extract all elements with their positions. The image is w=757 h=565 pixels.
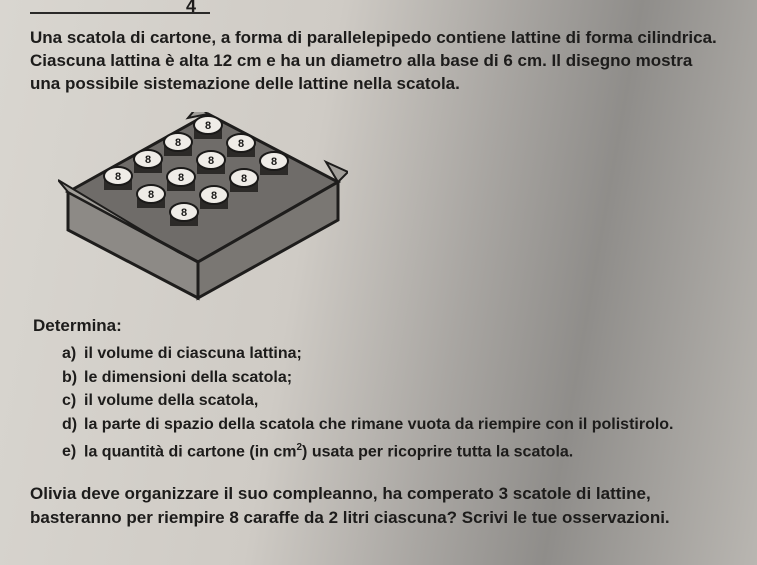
page-mark: 4 bbox=[186, 0, 197, 16]
task-text: il volume di ciascuna lattina; bbox=[84, 345, 302, 362]
task-text: la parte di spazio della scatola che rimane vuota da riempire con il polistirolo. bbox=[84, 415, 674, 433]
task-b bbox=[62, 366, 674, 390]
can bbox=[137, 185, 165, 208]
task-a bbox=[62, 342, 674, 366]
can bbox=[167, 168, 195, 191]
can-label: 8 bbox=[270, 156, 278, 168]
outro-line-1: Olivia deve organizzare il suo compleanno, ha comperato 3 scatole di lattine, bbox=[30, 484, 651, 503]
intro-line-3: una possibile sistemazione delle lattine nella scatola. bbox=[30, 74, 460, 93]
task-text-before: la quantità di cartone (in cm bbox=[84, 443, 297, 461]
can bbox=[194, 116, 222, 139]
outro-line-2: basteranno per riempire 8 caraffe da 2 litri ciascuna? Scrivi le tue osservazioni. bbox=[30, 508, 670, 527]
can-label: 8 bbox=[174, 137, 182, 149]
can bbox=[230, 169, 258, 192]
can-label: 8 bbox=[204, 120, 212, 132]
task-text: il volume della scatola, bbox=[84, 392, 259, 409]
task-list bbox=[62, 342, 674, 464]
task-d bbox=[62, 413, 674, 437]
top-rule bbox=[30, 12, 210, 14]
task-letter: d) bbox=[62, 415, 78, 433]
superscript: 2 bbox=[296, 442, 303, 453]
can bbox=[260, 152, 288, 175]
can-label: 8 bbox=[210, 190, 218, 202]
task-letter: a) bbox=[62, 345, 77, 362]
task-letter: c) bbox=[62, 392, 77, 409]
intro-line-1: Una scatola di cartone, a forma di parallelepipedo contiene lattine di forma cilindrica. bbox=[30, 28, 717, 47]
intro-line-2: Ciascuna lattina è alta 12 cm e ha un diametro alla base di 6 cm. Il disegno mostra bbox=[30, 51, 693, 70]
can-label: 8 bbox=[144, 154, 152, 166]
can bbox=[200, 186, 228, 209]
problem-outro bbox=[30, 482, 750, 530]
task-c bbox=[62, 389, 674, 413]
can bbox=[170, 203, 198, 226]
task-e bbox=[62, 436, 674, 464]
problem-intro bbox=[30, 26, 730, 95]
can bbox=[197, 151, 225, 174]
box-with-cans-illustration bbox=[58, 112, 348, 302]
can bbox=[104, 167, 132, 190]
can bbox=[134, 150, 162, 173]
task-letter: b) bbox=[62, 368, 78, 386]
can-label: 8 bbox=[114, 171, 122, 183]
can-label: 8 bbox=[237, 138, 245, 150]
determina-heading: Determina: bbox=[33, 316, 122, 335]
can bbox=[227, 134, 255, 157]
can-label: 8 bbox=[147, 189, 155, 201]
can-label: 8 bbox=[177, 172, 185, 184]
task-text-after: ) usata per ricoprire tutta la scatola. bbox=[302, 443, 574, 461]
can bbox=[164, 133, 192, 156]
task-letter: e) bbox=[62, 443, 77, 461]
can-label: 8 bbox=[207, 155, 215, 167]
can-label: 8 bbox=[180, 207, 188, 219]
can-label: 8 bbox=[240, 173, 248, 185]
task-text: le dimensioni della scatola; bbox=[84, 368, 293, 386]
